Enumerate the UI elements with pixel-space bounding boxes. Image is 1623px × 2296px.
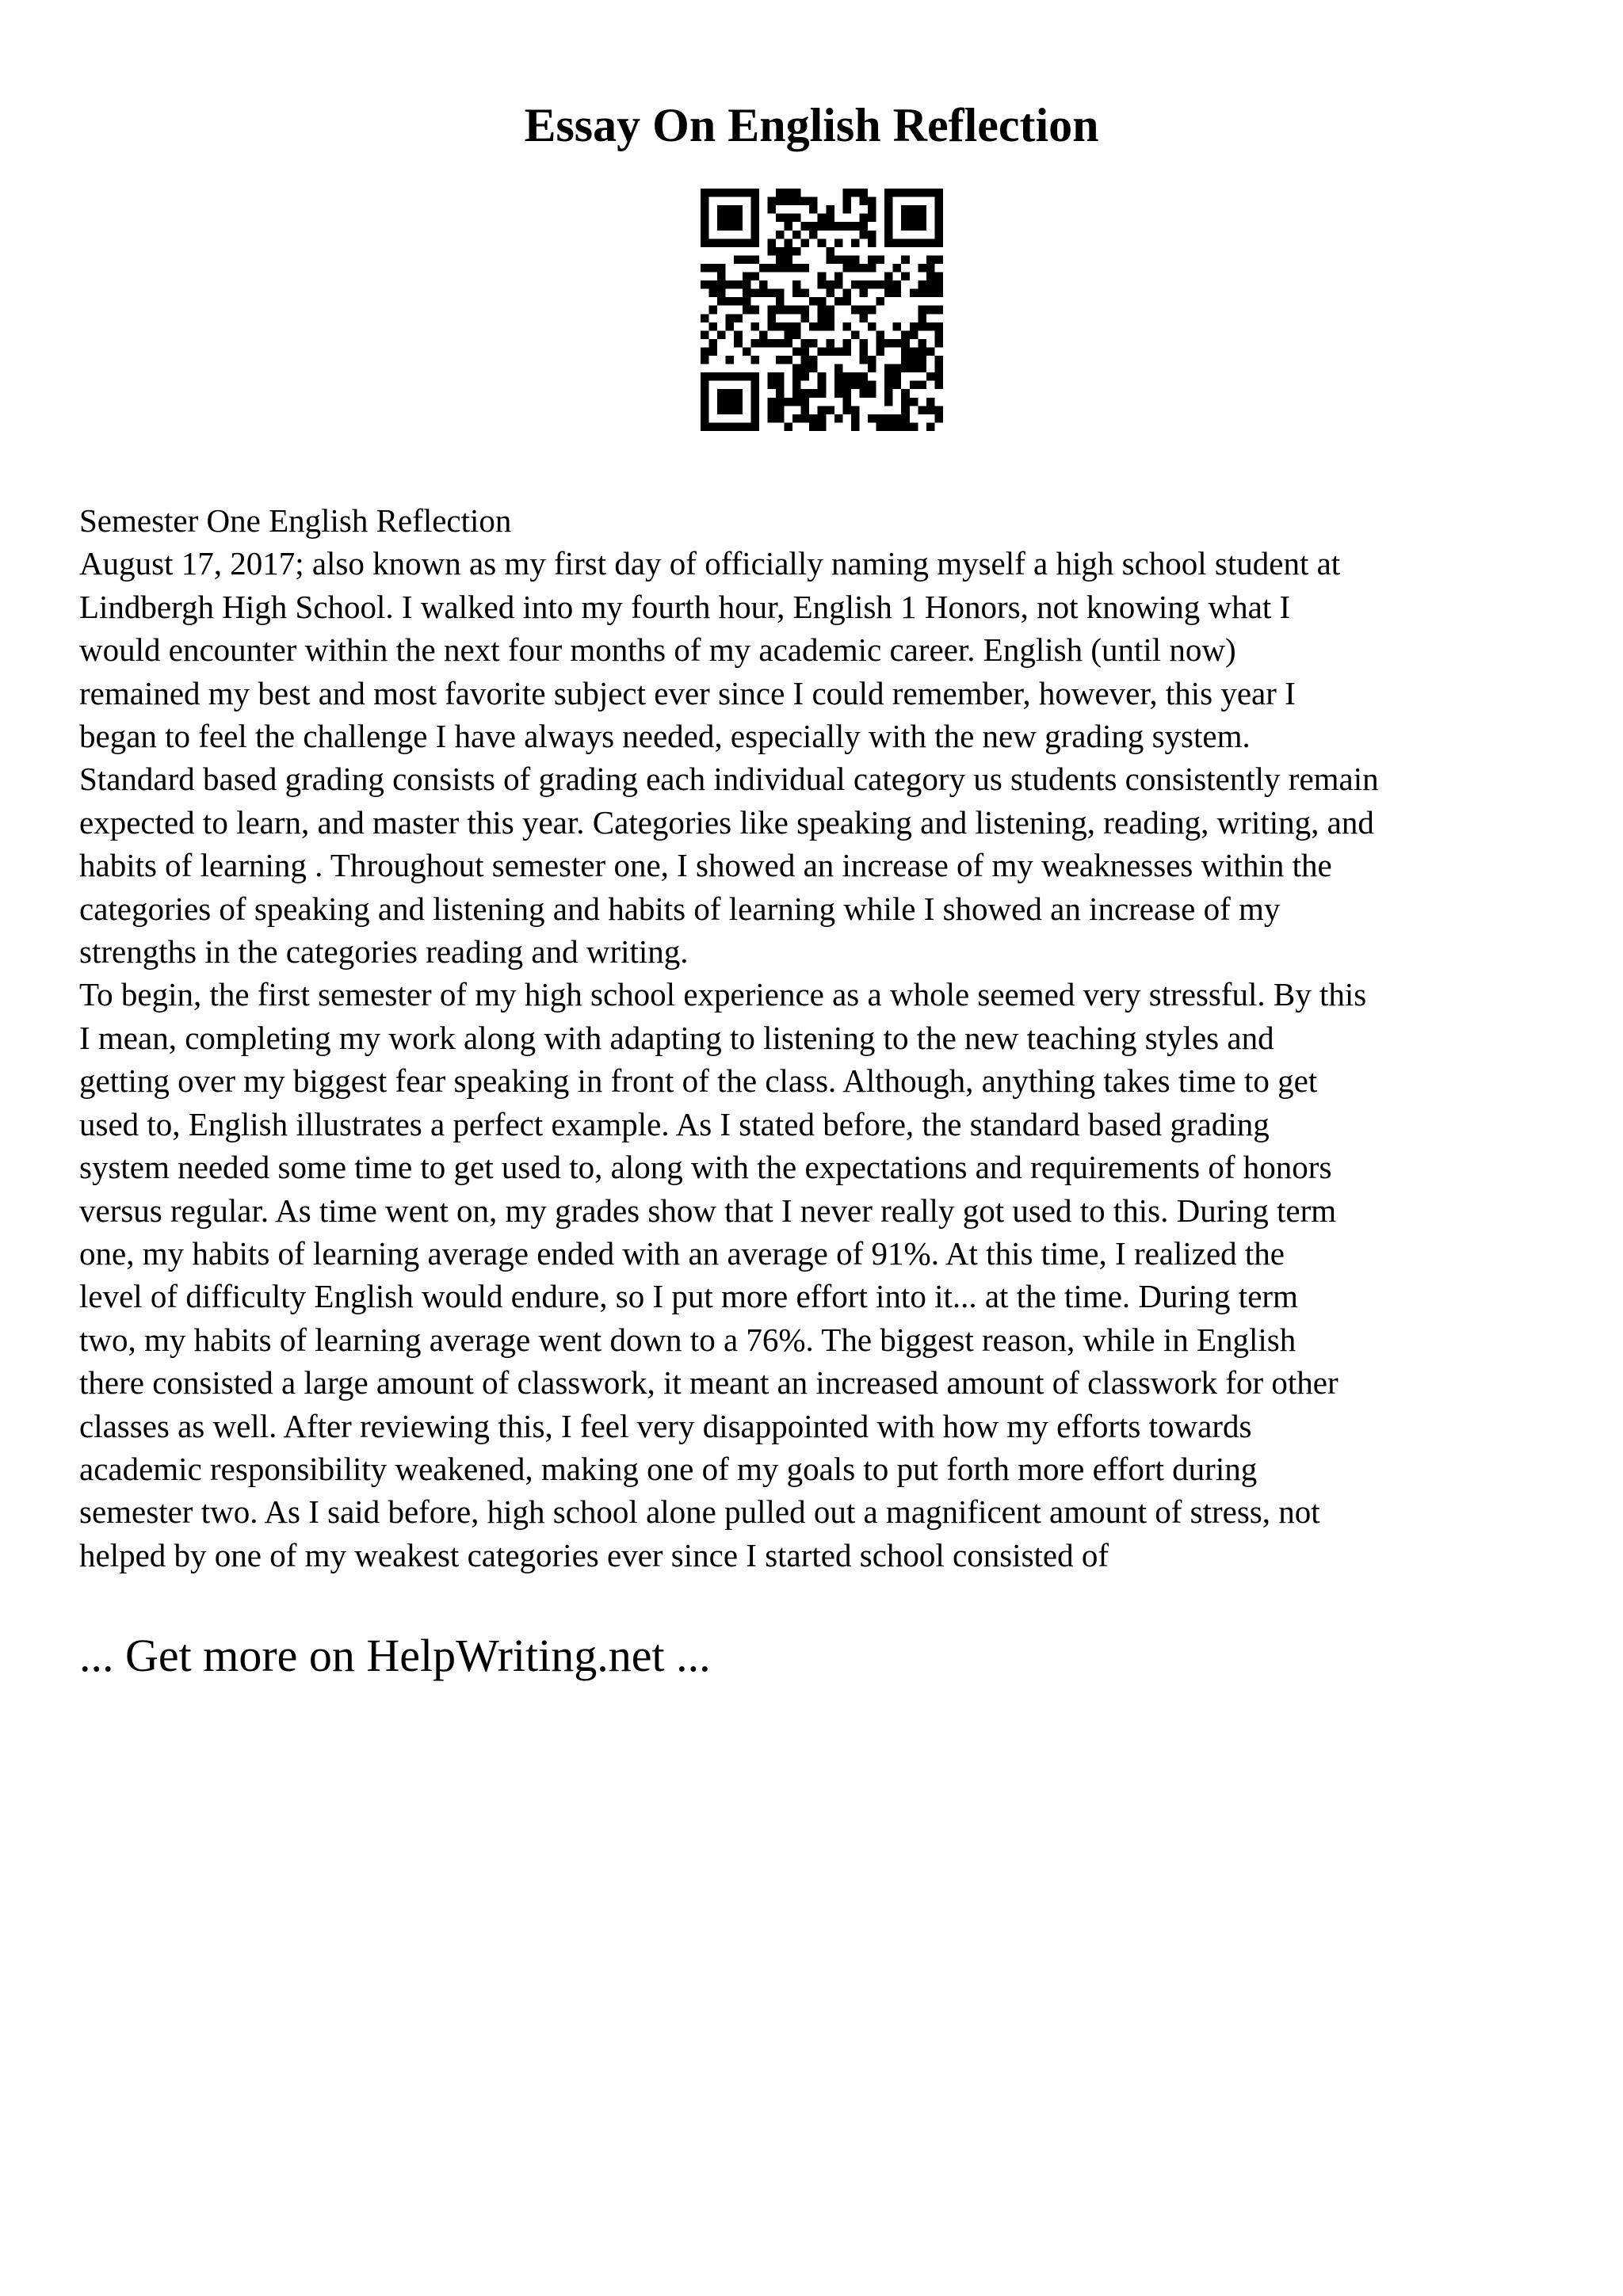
document-title: Essay On English Reflection [524,99,1099,151]
essay-paragraph-1: August 17, 2017; also known as my first day of officially naming myself a high school student at Lindbergh High School. I walked into my fourth hour, English 1 Honors, not knowing what I would encounter within the next four months of my academic career. English (until now) remained my best and most favorite subject ever since I could remember, however, this year I began to feel the challenge I have always needed, especially with the new grading system. Standard based grading consists of grading each individual category us students consistently remain expected to learn, and master this year. Categories like speaking and listening, reading, writing, and habits of learning . Throughout semester one, I showed an increase of my weaknesses within the categories of speaking and listening and habits of learning while I showed an increase of my strengths in the categories reading and writing. [79,545,1379,971]
get-more-link[interactable]: ... Get more on HelpWriting.net ... [79,1630,711,1681]
essay-paragraph-2: To begin, the first semester of my high school experience as a whole seemed very stressful. By this I mean, completing my work along with adapting to listening to the new teaching styles and getting over my biggest fear speaking in front of the class. Although, anything takes time to get used to, English illustrates a perfect example. As I stated before, the standard based grading system needed some time to get used to, along with the expectations and requirements of honors versus regular. As time went on, my grades show that I never really got used to this. During term one, my habits of learning average ended with an average of 91%. At this time, I realized the level of difficulty English would endure, so I put more effort into it... at the time. During term two, my habits of learning average went down to a 76%. The biggest reason, while in English there consisted a large amount of classwork, it meant an increased amount of classwork for other classes as well. After reviewing this, I feel very disappointed with how my efforts towards academic responsibility weakened, making one of my goals to put forth more effort during semester two. As I said before, high school alone pulled out a magnificent amount of stress, not helped by one of my weakest categories ever since I started school consisted of [79,976,1367,1573]
essay-heading: Semester One English Reflection [79,502,512,539]
essay-body [79,499,1569,1577]
qr-code-icon[interactable] [701,189,943,431]
